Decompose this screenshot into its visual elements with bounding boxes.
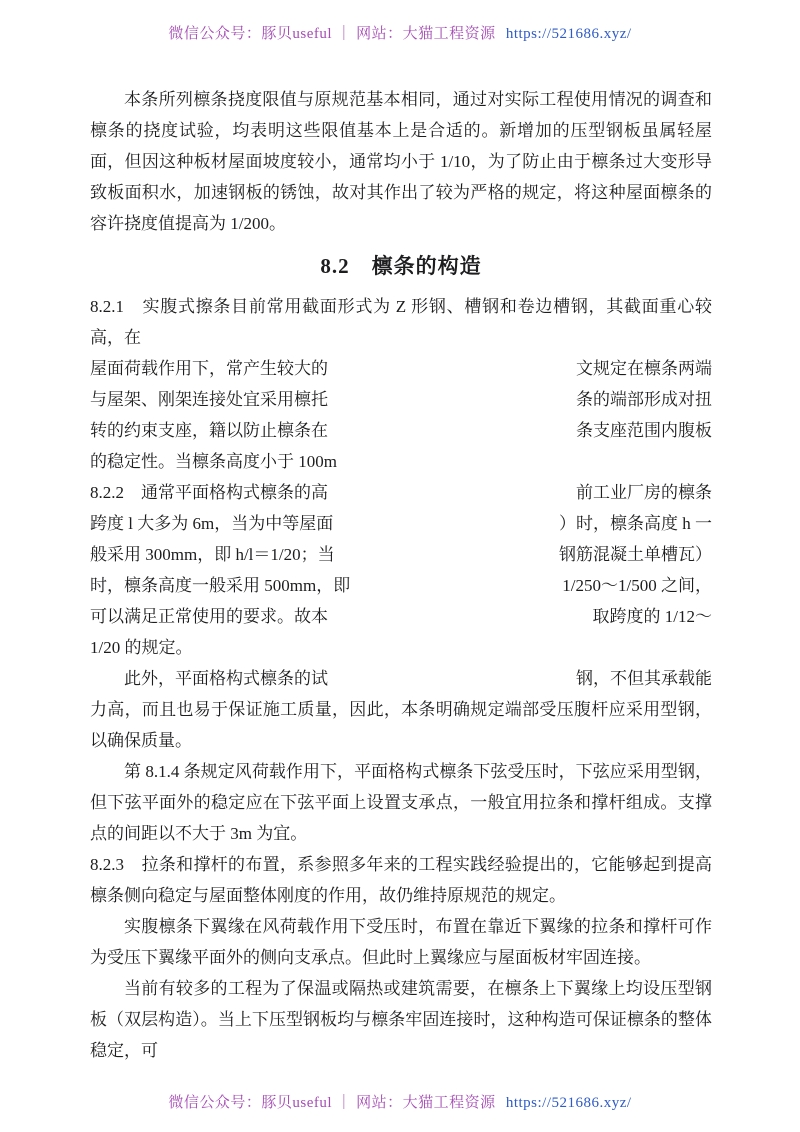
wrapped-line-right: 文规定在檩条两端: [576, 359, 712, 378]
wrapped-line: [90, 446, 712, 477]
wrapped-line-left: 的稳定性。当檩条高度小于 100m: [90, 452, 337, 471]
wrapped-line: [90, 539, 712, 570]
paragraph-814: 第 8.1.4 条规定风荷载作用下，平面格构式檩条下弦受压时，下弦应采用型钢，但下弦平面外的稳定应在下弦平面上设置支承点，一般宜用拉条和撑杆组成。支撑点的间距以不大于 3m 为宜。: [90, 762, 712, 843]
wrapped-line: [90, 570, 712, 601]
wrapped-text-block: [90, 353, 712, 694]
wrapped-line-right: ）时，檩条高度 h 一: [559, 514, 712, 533]
paragraph-823: 8.2.3 拉条和撑杆的布置，系参照多年来的工程实践经验提出的，它能够起到提高檩条侧向稳定与屋面整体刚度的作用，故仍维持原规范的规定。: [90, 855, 712, 905]
paragraph-821-first-line: 8.2.1 实腹式擦条目前常用截面形式为 Z 形钢、槽钢和卷边槽钢，其截面重心较高，在: [90, 297, 712, 347]
wrapped-line-left: 8.2.2 通常平面格构式檩条的高: [90, 483, 328, 502]
wrapped-line-right: 条支座范围内腹板: [576, 421, 712, 440]
wrapped-line-left: 般采用 300mm，即 h/l＝1/20；当: [90, 545, 335, 564]
page-header: [0, 22, 800, 43]
wrapped-line-right: 钢，不但其承载能: [576, 669, 712, 688]
wrapped-line-left: 转的约束支座，籍以防止檩条在: [90, 421, 328, 440]
header-site-label: 微信公众号：豚贝useful ｜ 网站：大猫工程资源: [168, 26, 496, 42]
wrapped-line: [90, 601, 712, 632]
wrapped-line-left: 屋面荷载作用下，常产生较大的: [90, 359, 328, 378]
paragraph-intro: 本条所列檩条挠度限值与原规范基本相同，通过对实际工程使用情况的调查和檩条的挠度试验，均表明这些限值基本上是合适的。新增加的压型钢板虽属轻屋面，但因这种板材屋面坡度较小，通常均小于 1/10，为了防止由于檩条过大变形导致板面积水，加速钢板的锈蚀，故对其作出了较为严格的规定，将这种屋面檩条的容许挠度值提高为 1/200。: [90, 90, 712, 233]
paragraph-continuation: 力高，而且也易于保证施工质量，因此，本条明确规定端部受压腹杆应采用型钢，以确保质量。: [90, 700, 712, 750]
wrapped-line: [90, 353, 712, 384]
footer-site-url[interactable]: https://521686.xyz/: [505, 1095, 632, 1111]
header-site-url[interactable]: https://521686.xyz/: [505, 26, 632, 42]
wrapped-line-left: 与屋架、刚架连接处宜采用檩托: [90, 390, 328, 409]
paragraph-lower-flange: 实腹檩条下翼缘在风荷载作用下受压时，布置在靠近下翼缘的拉条和撑杆可作为受压下翼缘平面外的侧向支承点。但此时上翼缘应与屋面板材牢固连接。: [90, 917, 712, 967]
paragraph-double-layer: 当前有较多的工程为了保温或隔热或建筑需要，在檩条上下翼缘上均设压型钢板（双层构造）。当上下压型钢板均与檩条牢固连接时，这种构造可保证檩条的整体稳定，可: [90, 979, 712, 1060]
wrapped-line-left: 此外，平面格构式檩条的试: [124, 669, 328, 688]
wrapped-line-right: 1/250～1/500 之间，: [562, 576, 712, 595]
document-body: [90, 84, 712, 1066]
wrapped-line-right: 条的端部形成对扭: [576, 390, 712, 409]
wrapped-line-right: 钢筋混凝土单槽瓦）: [559, 545, 712, 564]
wrapped-line: [90, 663, 712, 694]
wrapped-line-left: 跨度 l 大多为 6m，当为中等屋面: [90, 514, 334, 533]
wrapped-line: [90, 508, 712, 539]
section-heading: 8.2 檩条的构造: [320, 254, 482, 278]
wrapped-line-right: 前工业厂房的檩条: [576, 483, 712, 502]
wrapped-line-left: 可以满足正常使用的要求。故本: [90, 607, 328, 626]
wrapped-line: [90, 632, 712, 663]
wrapped-line: [90, 415, 712, 446]
wrapped-line: [90, 477, 712, 508]
footer-site-label: 微信公众号：豚贝useful ｜ 网站：大猫工程资源: [168, 1095, 496, 1111]
wrapped-line-left: 时，檩条高度一般采用 500mm，即: [90, 576, 351, 595]
wrapped-line-right: 取跨度的 1/12～: [592, 607, 712, 626]
page-footer: [0, 1091, 800, 1112]
wrapped-line: [90, 384, 712, 415]
wrapped-line-left: 1/20 的规定。: [90, 638, 193, 657]
